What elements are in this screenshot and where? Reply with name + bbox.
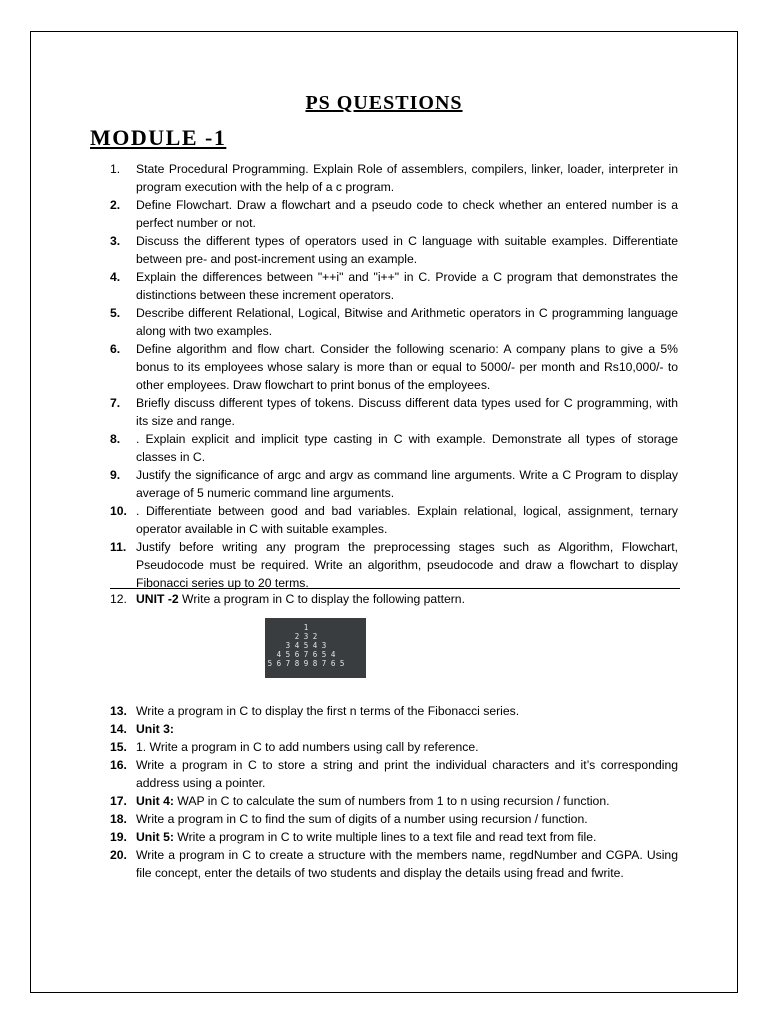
question-item	[110, 268, 678, 304]
question-number: 10.	[110, 504, 127, 518]
question-item	[110, 828, 678, 846]
question-item	[110, 196, 678, 232]
question-text: Write a program in C to display the first n terms of the Fibonacci series.	[136, 704, 520, 718]
question-number: 11.	[110, 540, 127, 554]
question-number: 9.	[110, 468, 121, 482]
question-item	[110, 810, 678, 828]
question-number: 13.	[110, 704, 127, 718]
module-heading: MODULE -1	[90, 125, 227, 150]
question-item	[110, 304, 678, 340]
section-divider	[110, 588, 680, 589]
question-text: 1. Write a program in C to add numbers using call by reference.	[136, 740, 479, 754]
question-number: 14.	[110, 722, 127, 736]
question-text: . Explain explicit and implicit type casting in C with example. Demonstrate all types of storage classes in C.	[136, 432, 678, 464]
unit-label: Unit 5:	[136, 830, 174, 844]
question-text: Discuss the different types of operators used in C language with suitable examples. Differentiate between pre- and post-increment using an example.	[136, 234, 678, 266]
question-text: Explain the differences between "++i" and "i++" in C. Provide a C program that demonstrates the distinctions between these increment operators.	[136, 270, 678, 302]
question-item	[110, 846, 678, 882]
question-number: 12.	[110, 592, 127, 606]
question-item	[110, 160, 678, 196]
question-text: Define algorithm and flow chart. Consider the following scenario: A company plans to give a 5% bonus to its employees whose salary is more than or equal to 5000/- per month and Rs10,000/- to other employees. Draw flowchart to print bonus of the employees.	[136, 342, 678, 392]
question-item	[110, 466, 678, 502]
question-item	[110, 538, 678, 592]
question-text: Write a program in C to create a structure with the members name, regdNumber and CGPA. Using file concept, enter the details of two students and display the details using fread and fwrite.	[136, 848, 678, 880]
question-text: Describe different Relational, Logical, Bitwise and Arithmetic operators in C programming language along with two examples.	[136, 306, 678, 338]
question-number: 19.	[110, 830, 127, 844]
question-number: 17.	[110, 794, 127, 808]
unit-label: Unit 3:	[136, 722, 174, 736]
question-item	[110, 502, 678, 538]
question-text: Justify the significance of argc and argv as command line arguments. Write a C Program to display average of 5 numeric command line arguments.	[136, 468, 678, 500]
pattern-row: 3 4 5 4 3	[285, 641, 327, 650]
pattern-row: 2 3 2	[294, 632, 318, 641]
question-number: 5.	[110, 306, 121, 320]
question-item	[110, 792, 678, 810]
question-text: . Differentiate between good and bad variables. Explain relational, logical, assignment, ternary operator available in C with suitable examples.	[136, 504, 678, 536]
question-number: 18.	[110, 812, 127, 826]
pattern-image	[265, 618, 366, 678]
question-text: Define Flowchart. Draw a flowchart and a pseudo code to check whether an entered number is a perfect number or not.	[136, 198, 678, 230]
question-number: 6.	[110, 342, 121, 356]
question-text: Write a program in C to display the following pattern.	[178, 592, 465, 606]
question-number: 7.	[110, 396, 121, 410]
question-list-module-1	[110, 160, 678, 592]
question-item	[110, 756, 678, 792]
question-item	[110, 738, 678, 756]
question-text: Justify before writing any program the preprocessing stages such as Algorithm, Flowchart, Pseudocode must be required. Write an algorithm, pseudocode and draw a flowchart to display Fibonacci series up to 20 terms.	[136, 540, 678, 590]
pattern-row: 4 5 6 7 6 5 4	[276, 650, 336, 659]
pattern-row: 1	[303, 623, 309, 632]
question-list-units	[110, 702, 678, 882]
question-number: 15.	[110, 740, 127, 754]
question-number: 2.	[110, 198, 121, 212]
number-pattern	[265, 618, 366, 678]
question-12	[110, 590, 678, 608]
question-number: 3.	[110, 234, 121, 248]
question-text: Write a program in C to store a string and print the individual characters and it’s corresponding address using a pointer.	[136, 758, 678, 790]
question-text: WAP in C to calculate the sum of numbers from 1 to n using recursion / function.	[173, 794, 610, 808]
question-item	[110, 394, 678, 430]
question-number: 20.	[110, 848, 127, 862]
pattern-row: 5 6 7 8 9 8 7 6 5	[267, 659, 345, 668]
question-text: State Procedural Programming. Explain Role of assemblers, compilers, linker, loader, interpreter in program execution with the help of a c program.	[136, 162, 678, 194]
question-text: Briefly discuss different types of tokens. Discuss different data types used for C programming, with its size and range.	[136, 396, 678, 428]
question-number: 16.	[110, 758, 127, 772]
unit-label: UNIT -2	[136, 592, 179, 606]
question-item	[110, 702, 678, 720]
question-item	[110, 340, 678, 394]
question-number: 1.	[110, 162, 121, 176]
unit-label: Unit 4:	[136, 794, 174, 808]
document-title: PS QUESTIONS	[305, 92, 463, 114]
question-text: Write a program in C to write multiple lines to a text file and read text from file.	[173, 830, 597, 844]
question-item	[110, 430, 678, 466]
question-number: 4.	[110, 270, 121, 284]
question-number: 8.	[110, 432, 121, 446]
question-item	[110, 720, 678, 738]
question-text: Write a program in C to find the sum of digits of a number using recursion / function.	[136, 812, 588, 826]
question-item	[110, 232, 678, 268]
